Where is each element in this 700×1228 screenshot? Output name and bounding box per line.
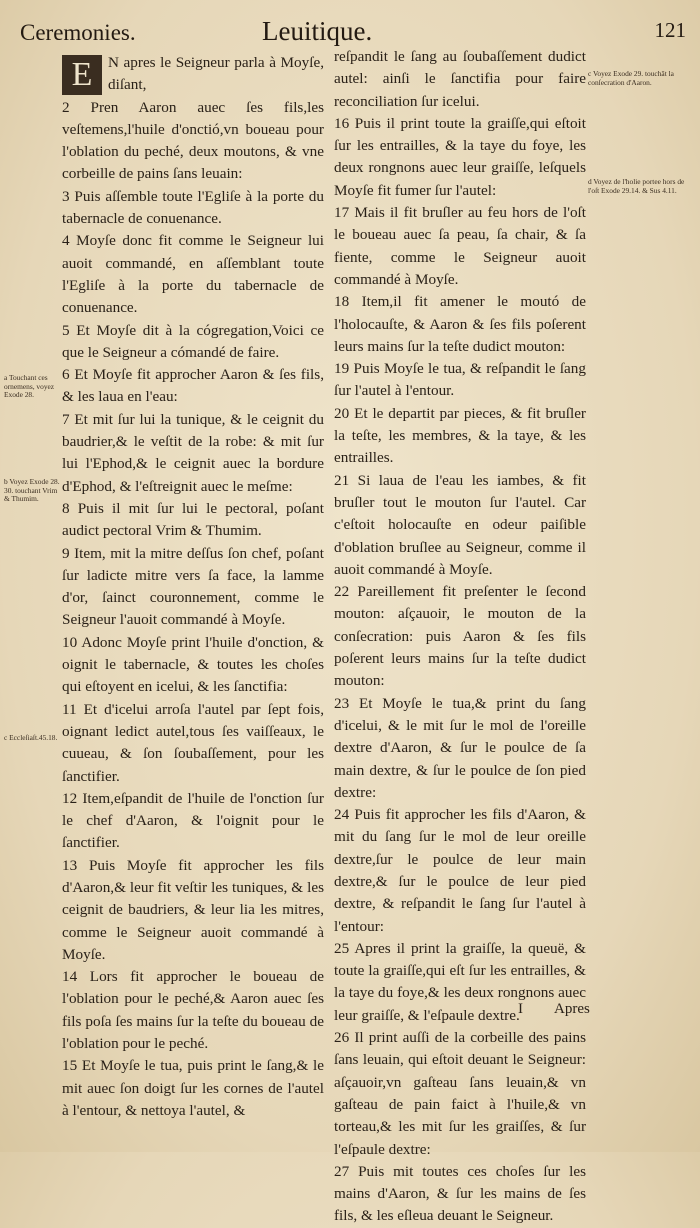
verse-26: 26 Il print auſſi de la corbeille des pains ſans leuain, qui eſtoit deuant le Seigneur: aſçauoir,vn gaſteau ſans leuain,& vn gaſteau de pain faict à l'huile,& vn torteau,& les mit ſur les graiſſes, & ſur l'eſpaule dextre:: [334, 1029, 586, 1158]
drop-cap: E: [62, 55, 102, 95]
verse-24: 24 Puis fit approcher les fils d'Aaron, & mit du ſang ſur le mol de leur oreille dextre,ſur le poulce de leur main dextre,& ſur le poulce de leur pied dextre, & reſpandit le ſang ſur l'autel à l'entour:: [334, 806, 586, 935]
margin-note-right-c: c Voyez Exode 29. touchāt la conſecration d'Aaron.: [588, 69, 674, 87]
running-head-title: Leuitique.: [262, 16, 373, 46]
verse-18: 18 Item,il fit amener le moutó de l'holocauſte, & Aaron & ſes fils poſerent leurs mains ſur la teſte dudict mouton:: [334, 293, 586, 355]
verse-6: 6 Et Moyſe fit approcher Aaron & ſes fils, & les laua en l'eau:: [62, 366, 324, 406]
catchword: Apres: [554, 1001, 590, 1017]
verse-3: 3 Puis aſſemble toute l'Egliſe à la porte du tabernacle de conuenance.: [62, 187, 324, 228]
verse-14: 14 Lors fit approcher le boueau de l'oblation pour le peché,& Aaron auec ſes fils poſa ſes mains ſur la teſte du boueau de l'oblation pour le peché.: [62, 968, 324, 1053]
verse-25: 25 Apres il print la graiſſe, la queuë, & toute la graiſſe,qui eſt ſur les entrailles, & la taye du foye,& les deux rongnons auec leur graiſſe, & l'eſpaule dextre.: [334, 939, 586, 1024]
margin-note-right-d: d Voyez de l'holie portee hors de l'oſt Exode 29.14. & Sus 4.11.: [588, 177, 685, 195]
margin-note-left-b: b Voyez Exode 28. 30. touchant Vrim & Thumim.: [4, 477, 60, 504]
verse-8: 8 Puis il mit ſur lui le pectoral, poſant audict pectoral Vrim & Thumim.: [62, 499, 324, 540]
verse-9: 9 Item, mit la mitre deſſus ſon chef, poſant ſur ladicte mitre vers ſa face, la lamme d'or, ſainct couronnement, comme le Seigneur l'auoit commandé à Moyſe.: [62, 544, 324, 629]
verse-19: 19 Puis Moyſe le tua, & reſpandit le ſang ſur l'autel à l'entour.: [334, 360, 586, 400]
left-column: [62, 52, 324, 1122]
verse-10: 10 Adonc Moyſe print l'huile d'onction, & oignit le tabernacle, & toutes les choſes qui eſtoyent en icelui, & les ſanctifia:: [62, 633, 324, 696]
right-column: [334, 46, 586, 1228]
verse-2: 2 Pren Aaron auec ſes fils,les veſtemens,l'huile d'onctió,vn boueau pour l'oblation du peché, deux moutons, & vne corbeille de pains ſans leuain:: [62, 98, 324, 183]
verse-4: 4 Moyſe donc fit comme le Seigneur lui auoit commandé, en aſſemblant toute l'Egliſe à la porte du tabernacle de conuenance.: [62, 232, 324, 317]
verse-11: 11 Et d'icelui arroſa l'autel par ſept fois, oignant ledict autel,tous ſes vaiſſeaux, le cuueau, & ſon ſoubaſſement, pour les ſanctifier.: [62, 700, 324, 785]
verse-27: 27 Puis mit toutes ces choſes ſur les mains d'Aaron, & ſur les mains de ſes fils, & les eſleua deuant le Seigneur.: [334, 1162, 586, 1225]
verse-16: 16 Puis il print toute la graiſſe,qui eſtoit ſur les entrailles, & la taye du foye, les deux rongnons auec leur graiſſe, leſquels Moyſe fit fumer ſur l'autel:: [334, 114, 586, 199]
margin-note-left-c: c Eccleſiaſt.45.18.: [4, 733, 58, 742]
verse-12: 12 Item,eſpandit de l'huile de l'onction ſur le chef d'Aaron, & l'oignit pour le ſanctifier.: [62, 789, 324, 852]
signature-mark: I: [518, 1001, 523, 1017]
verse-20: 20 Et le departit par pieces, & fit bruſler la teſte, les membres, & la taye, & les entrailles.: [334, 404, 586, 467]
verse-21: 21 Si laua de l'eau les iambes, & fit bruſler tout le mouton ſur l'autel. Car c'eſtoit holocauſte en odeur paiſible d'oblation bruſlee au Seigneur, comme il auoit commandé à Moyſe.: [334, 471, 586, 578]
running-head-left: Ceremonies.: [20, 20, 136, 45]
folio-number: 121: [654, 18, 686, 42]
verse-13: 13 Puis Moyſe fit approcher les fils d'Aaron,& leur fit veſtir les tuniques, & les ceignit de baudriers, & leur lia les mitres, comme le Seigneur auoit commandé à Moyſe.: [62, 856, 324, 963]
verse-15-cont: reſpandit le ſang au ſoubaſſement dudict autel: ainſi le ſanctifia pour faire reconciliation ſur icelui.: [334, 48, 586, 110]
verse-23: 23 Et Moyſe le tua,& print du ſang d'icelui, & le mit ſur le mol de l'oreille dextre d'Aaron, & ſur le poulce de ſa main dextre, & ſur le poulce de ſon pied dextre:: [334, 694, 586, 801]
verse-15: 15 Et Moyſe le tua, puis print le ſang,& le mit auec ſon doigt ſur les cornes de l'autel à l'entour, & nettoya l'autel, &: [62, 1057, 324, 1119]
verse-1: N apres le Seigneur parla à Moyſe, diſant,: [108, 54, 324, 94]
verse-17: 17 Mais il fit bruſler au feu hors de l'oſt le boueau auec ſa peau, ſa chair, & ſa fiente, comme le Seigneur auoit commandé à Moyſe.: [334, 204, 586, 288]
verse-7: 7 Et mit ſur lui la tunique, & le ceignit du baudrier,& le veſtit de la robe: & mit ſur lui l'Ephod,& le ceignit auec la bordure d'Ephod, & l'eſtreignit auec le meſme:: [62, 410, 324, 495]
margin-note-left-a: a Touchant ces ornemens, voyez Exode 28.: [4, 373, 55, 400]
verse-22: 22 Pareillement fit preſenter le ſecond mouton: aſçauoir, le mouton de la conſecration: puis Aaron & ſes fils poſerent leurs mains ſur la teſte dudict mouton:: [334, 583, 586, 690]
verse-5: 5 Et Moyſe dit à la cógregation,Voici ce que le Seigneur a cómandé de faire.: [62, 321, 324, 361]
